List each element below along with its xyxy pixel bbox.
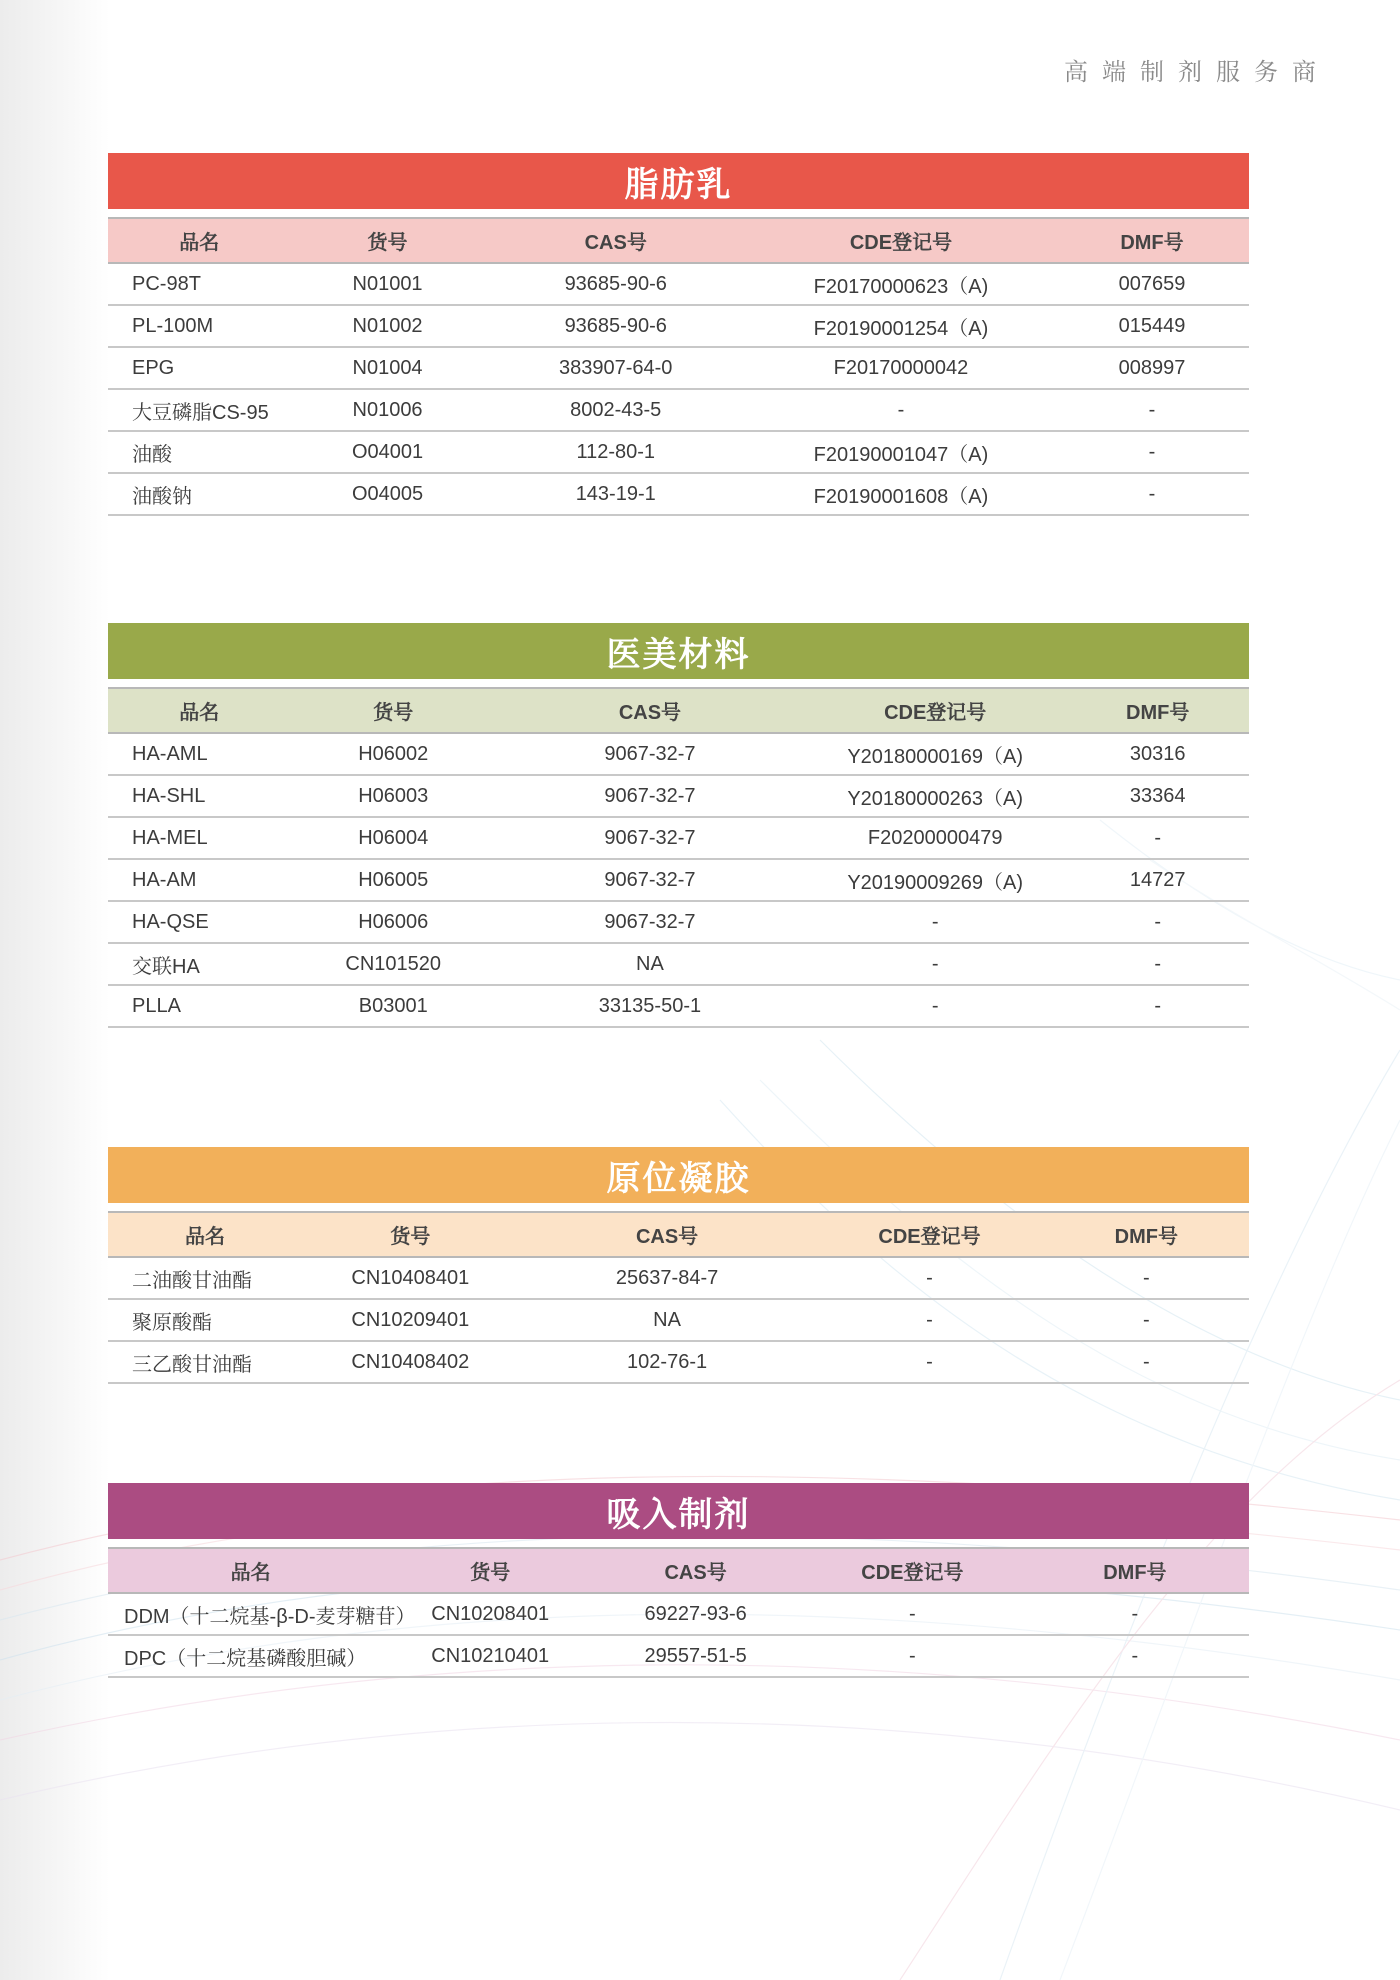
cell-name: 交联HA	[108, 943, 291, 985]
cell-dmf: -	[1055, 431, 1249, 473]
table-row	[108, 859, 1249, 901]
table-row	[108, 1257, 1249, 1299]
brand-tagline: 高端制剂服务商	[1064, 59, 1330, 86]
column-header-cas: CAS号	[496, 688, 804, 733]
cell-cde: -	[804, 1593, 1021, 1635]
cell-name: HA-AM	[108, 859, 291, 901]
column-header-cde: CDE登记号	[804, 1548, 1021, 1593]
cell-name: HA-AML	[108, 733, 291, 775]
cell-cas: 25637-84-7	[519, 1257, 816, 1299]
cell-code: CN10408401	[302, 1257, 519, 1299]
cell-code: CN10210401	[393, 1635, 587, 1677]
cell-code: H06006	[291, 901, 496, 943]
cell-code: N01002	[291, 305, 485, 347]
table-row	[108, 305, 1249, 347]
cell-cde: F20170000042	[747, 347, 1055, 389]
title-gap	[108, 209, 1249, 217]
table-row	[108, 431, 1249, 473]
column-header-dmf: DMF号	[1055, 218, 1249, 263]
table-header-row	[108, 1212, 1249, 1257]
column-header-dmf: DMF号	[1021, 1548, 1249, 1593]
cell-dmf: -	[1044, 1299, 1249, 1341]
column-header-cde: CDE登记号	[804, 688, 1066, 733]
section-in-situ-gel	[108, 1147, 1249, 1384]
cell-code: CN10208401	[393, 1593, 587, 1635]
cell-cde: Y20190009269（A)	[804, 859, 1066, 901]
cell-cas: NA	[496, 943, 804, 985]
product-table	[108, 687, 1249, 1028]
cell-name: 二油酸甘油酯	[108, 1257, 302, 1299]
cell-name: 大豆磷脂CS-95	[108, 389, 291, 431]
cell-name: 三乙酸甘油酯	[108, 1341, 302, 1383]
cell-cas: 93685-90-6	[485, 263, 747, 305]
table-row	[108, 733, 1249, 775]
cell-cas: 102-76-1	[519, 1341, 816, 1383]
cell-cas: 69227-93-6	[587, 1593, 804, 1635]
cell-cas: 93685-90-6	[485, 305, 747, 347]
column-header-cas: CAS号	[587, 1548, 804, 1593]
column-header-cde: CDE登记号	[815, 1212, 1043, 1257]
cell-code: H06002	[291, 733, 496, 775]
cell-cas: 9067-32-7	[496, 859, 804, 901]
table-header-row	[108, 1548, 1249, 1593]
cell-cde: -	[747, 389, 1055, 431]
cell-cas: 9067-32-7	[496, 733, 804, 775]
table-row	[108, 1593, 1249, 1635]
title-gap	[108, 1203, 1249, 1211]
cell-name: DPC（十二烷基磷酸胆碱）	[108, 1635, 393, 1677]
cell-cde: F20190001254（A)	[747, 305, 1055, 347]
section-fat-emulsion	[108, 153, 1249, 516]
cell-name: HA-SHL	[108, 775, 291, 817]
cell-cas: 9067-32-7	[496, 775, 804, 817]
table-row	[108, 985, 1249, 1027]
section-title: 脂肪乳	[108, 153, 1249, 209]
column-header-name: 品名	[108, 1212, 302, 1257]
table-row	[108, 1299, 1249, 1341]
table-header-row	[108, 688, 1249, 733]
cell-name: DDM（十二烷基-β-D-麦芽糖苷）	[108, 1593, 393, 1635]
table-header-row	[108, 218, 1249, 263]
cell-code: CN101520	[291, 943, 496, 985]
cell-name: PL-100M	[108, 305, 291, 347]
cell-code: H06004	[291, 817, 496, 859]
section-medical-aesthetic-materials	[108, 623, 1249, 1028]
cell-name: EPG	[108, 347, 291, 389]
cell-name: 聚原酸酯	[108, 1299, 302, 1341]
cell-cas: 8002-43-5	[485, 389, 747, 431]
cell-dmf: -	[1044, 1341, 1249, 1383]
cell-code: CN10209401	[302, 1299, 519, 1341]
table-row	[108, 943, 1249, 985]
table-row	[108, 263, 1249, 305]
cell-name: 油酸	[108, 431, 291, 473]
cell-cas: 383907-64-0	[485, 347, 747, 389]
cell-cde: F20190001608（A)	[747, 473, 1055, 515]
cell-name: 油酸钠	[108, 473, 291, 515]
column-header-code: 货号	[291, 688, 496, 733]
cell-name: HA-QSE	[108, 901, 291, 943]
cell-code: O04001	[291, 431, 485, 473]
section-title: 医美材料	[108, 623, 1249, 679]
cell-code: N01006	[291, 389, 485, 431]
cell-dmf: -	[1066, 943, 1249, 985]
cell-cas: 112-80-1	[485, 431, 747, 473]
cell-dmf: -	[1066, 901, 1249, 943]
cell-cde: -	[804, 943, 1066, 985]
table-row	[108, 473, 1249, 515]
cell-cde: -	[804, 985, 1066, 1027]
cell-cde: -	[804, 901, 1066, 943]
cell-dmf: -	[1044, 1257, 1249, 1299]
table-row	[108, 775, 1249, 817]
cell-code: B03001	[291, 985, 496, 1027]
cell-cas: 33135-50-1	[496, 985, 804, 1027]
table-row	[108, 347, 1249, 389]
cell-cde: F20200000479	[804, 817, 1066, 859]
table-row	[108, 1635, 1249, 1677]
section-inhalation-preparations	[108, 1483, 1249, 1678]
cell-code: CN10408402	[302, 1341, 519, 1383]
cell-cde: F20190001047（A)	[747, 431, 1055, 473]
column-header-code: 货号	[291, 218, 485, 263]
cell-name: PC-98T	[108, 263, 291, 305]
cell-cde: -	[815, 1341, 1043, 1383]
column-header-code: 货号	[393, 1548, 587, 1593]
column-header-dmf: DMF号	[1066, 688, 1249, 733]
column-header-name: 品名	[108, 688, 291, 733]
column-header-name: 品名	[108, 1548, 393, 1593]
cell-cde: -	[815, 1299, 1043, 1341]
cell-dmf: 007659	[1055, 263, 1249, 305]
cell-dmf: -	[1055, 389, 1249, 431]
cell-dmf: 33364	[1066, 775, 1249, 817]
cell-dmf: -	[1066, 817, 1249, 859]
column-header-dmf: DMF号	[1044, 1212, 1249, 1257]
cell-cas: 9067-32-7	[496, 817, 804, 859]
product-table	[108, 1547, 1249, 1678]
cell-code: N01001	[291, 263, 485, 305]
product-table	[108, 217, 1249, 516]
title-gap	[108, 679, 1249, 687]
cell-code: O04005	[291, 473, 485, 515]
cell-dmf: 30316	[1066, 733, 1249, 775]
cell-cde: -	[815, 1257, 1043, 1299]
cell-cde: Y20180000169（A)	[804, 733, 1066, 775]
cell-code: H06003	[291, 775, 496, 817]
cell-dmf: -	[1066, 985, 1249, 1027]
column-header-name: 品名	[108, 218, 291, 263]
column-header-cas: CAS号	[519, 1212, 816, 1257]
section-title: 吸入制剂	[108, 1483, 1249, 1539]
cell-dmf: 015449	[1055, 305, 1249, 347]
column-header-cas: CAS号	[485, 218, 747, 263]
cell-name: PLLA	[108, 985, 291, 1027]
cell-cde: Y20180000263（A)	[804, 775, 1066, 817]
cell-dmf: 008997	[1055, 347, 1249, 389]
cell-dmf: -	[1055, 473, 1249, 515]
table-row	[108, 901, 1249, 943]
cell-cde: F20170000623（A)	[747, 263, 1055, 305]
column-header-cde: CDE登记号	[747, 218, 1055, 263]
cell-cas: NA	[519, 1299, 816, 1341]
cell-name: HA-MEL	[108, 817, 291, 859]
cell-code: H06005	[291, 859, 496, 901]
cell-cas: 9067-32-7	[496, 901, 804, 943]
cell-dmf: -	[1021, 1635, 1249, 1677]
cell-dmf: -	[1021, 1593, 1249, 1635]
column-header-code: 货号	[302, 1212, 519, 1257]
product-table	[108, 1211, 1249, 1384]
table-row	[108, 1341, 1249, 1383]
cell-cde: -	[804, 1635, 1021, 1677]
table-row	[108, 389, 1249, 431]
cell-cas: 29557-51-5	[587, 1635, 804, 1677]
table-row	[108, 817, 1249, 859]
section-title: 原位凝胶	[108, 1147, 1249, 1203]
title-gap	[108, 1539, 1249, 1547]
cell-dmf: 14727	[1066, 859, 1249, 901]
cell-code: N01004	[291, 347, 485, 389]
cell-cas: 143-19-1	[485, 473, 747, 515]
